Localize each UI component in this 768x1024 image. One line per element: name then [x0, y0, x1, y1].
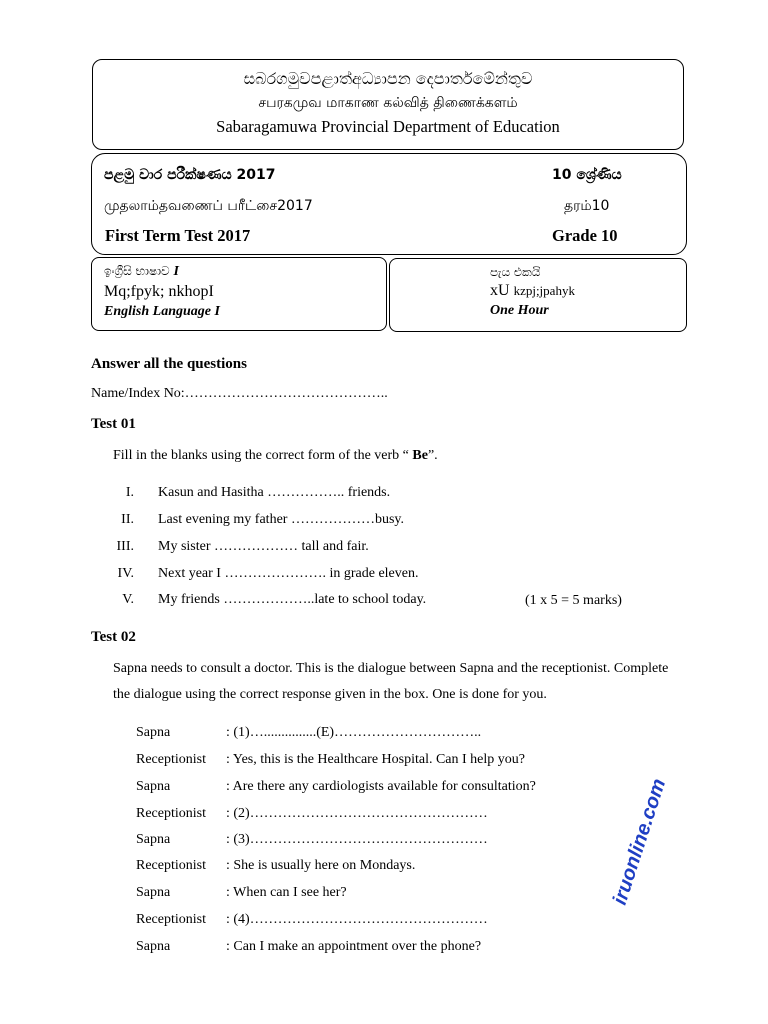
tamil-test-name: முதலாம்தவணைப் பரீட்சை2017: [104, 198, 313, 214]
question-number: II.: [121, 512, 134, 527]
sinhala-grade: 10 ශ්‍රේණිය: [552, 167, 622, 183]
instructions-heading: Answer all the questions: [91, 356, 247, 372]
dialogue-line: : She is usually here on Mondays.: [226, 858, 416, 873]
question-number: III.: [116, 539, 134, 554]
dialogue-line: : Can I make an appointment over the phone?: [226, 939, 482, 954]
dialogue-speaker: Receptionist: [136, 752, 206, 767]
dialogue-speaker: Receptionist: [136, 806, 206, 821]
english-subject: English Language I: [104, 304, 220, 319]
dialogue-line: : (2)……………………………………………: [226, 806, 488, 821]
tamil-department-title: சபரகமுவ மாகாண கல்வித் திணைக்களம்: [258, 95, 518, 111]
dialogue-speaker: Receptionist: [136, 858, 206, 873]
test-02-intro-line-2: the dialogue using the correct response given in the box. One is done for you.: [113, 687, 547, 702]
sinhala-duration: පැය එකයි: [490, 265, 541, 279]
test-01-title: Test 01: [91, 416, 136, 432]
dialogue-line: : (1)…...............(E)…………………………..: [226, 725, 482, 740]
subject-box: [91, 257, 387, 331]
dialogue-speaker: Sapna: [136, 779, 171, 794]
question-text: My sister ……………… tall and fair.: [158, 539, 369, 554]
dialogue-speaker: Sapna: [136, 939, 171, 954]
department-header-box: [92, 59, 684, 150]
question-text: Next year I …………………. in grade eleven.: [158, 566, 419, 581]
sinhala-department-title: සබරගමුවපළාත්අධ්‍යාපන දෙපාර්තමේන්තුව: [243, 69, 533, 88]
test-02-title: Test 02: [91, 629, 136, 645]
question-number: IV.: [117, 566, 134, 581]
tamil-legacy-subject: Mq;fpyk; nkhopI: [104, 283, 214, 300]
tamil-grade: தரம்10: [564, 198, 610, 214]
duration-box: [389, 258, 687, 332]
name-index-line: Name/Index No:……………………………………..: [91, 386, 388, 401]
dialogue-line: : When can I see her?: [226, 885, 347, 900]
exam-info-box: [91, 153, 687, 255]
test-01-marks: (1 x 5 = 5 marks): [525, 593, 622, 608]
dialogue-speaker: Receptionist: [136, 912, 206, 927]
sinhala-subject: ඉංග්‍රීසි භාෂාව I: [104, 264, 179, 279]
sinhala-test-name: පළමු වාර පරීක්ෂණය 2017: [104, 167, 276, 183]
test-02-intro-line-1: Sapna needs to consult a doctor. This is the dialogue between Sapna and the receptionist. Complete: [113, 661, 669, 676]
question-text: My friends ………………..late to school today.: [158, 592, 427, 607]
english-test-name: First Term Test 2017: [105, 226, 251, 245]
dialogue-line: : Yes, this is the Healthcare Hospital. Can I help you?: [226, 752, 526, 767]
question-text: Kasun and Hasitha …………….. friends.: [158, 485, 391, 500]
english-duration: One Hour: [490, 303, 549, 318]
test-01-prompt: Fill in the blanks using the correct form of the verb “ Be”.: [113, 448, 438, 463]
dialogue-speaker: Sapna: [136, 725, 171, 740]
subject-roman-numeral: I: [173, 264, 179, 279]
dialogue-line: : (4)……………………………………………: [226, 912, 488, 927]
website-watermark: iruonline.com: [608, 776, 671, 908]
dialogue-line: : (3)……………………………………………: [226, 832, 488, 847]
question-number: I.: [125, 485, 134, 500]
question-number: V.: [122, 592, 134, 607]
dialogue-speaker: Sapna: [136, 832, 171, 847]
english-grade: Grade 10: [552, 226, 618, 245]
dialogue-speaker: Sapna: [136, 885, 171, 900]
dialogue-line: : Are there any cardiologists available for consultation?: [226, 779, 536, 794]
tamil-legacy-duration: xU kzpj;jpahyk: [490, 282, 575, 299]
english-department-title: Sabaragamuwa Provincial Department of Education: [216, 117, 560, 136]
question-text: Last evening my father ………………busy.: [158, 512, 404, 527]
